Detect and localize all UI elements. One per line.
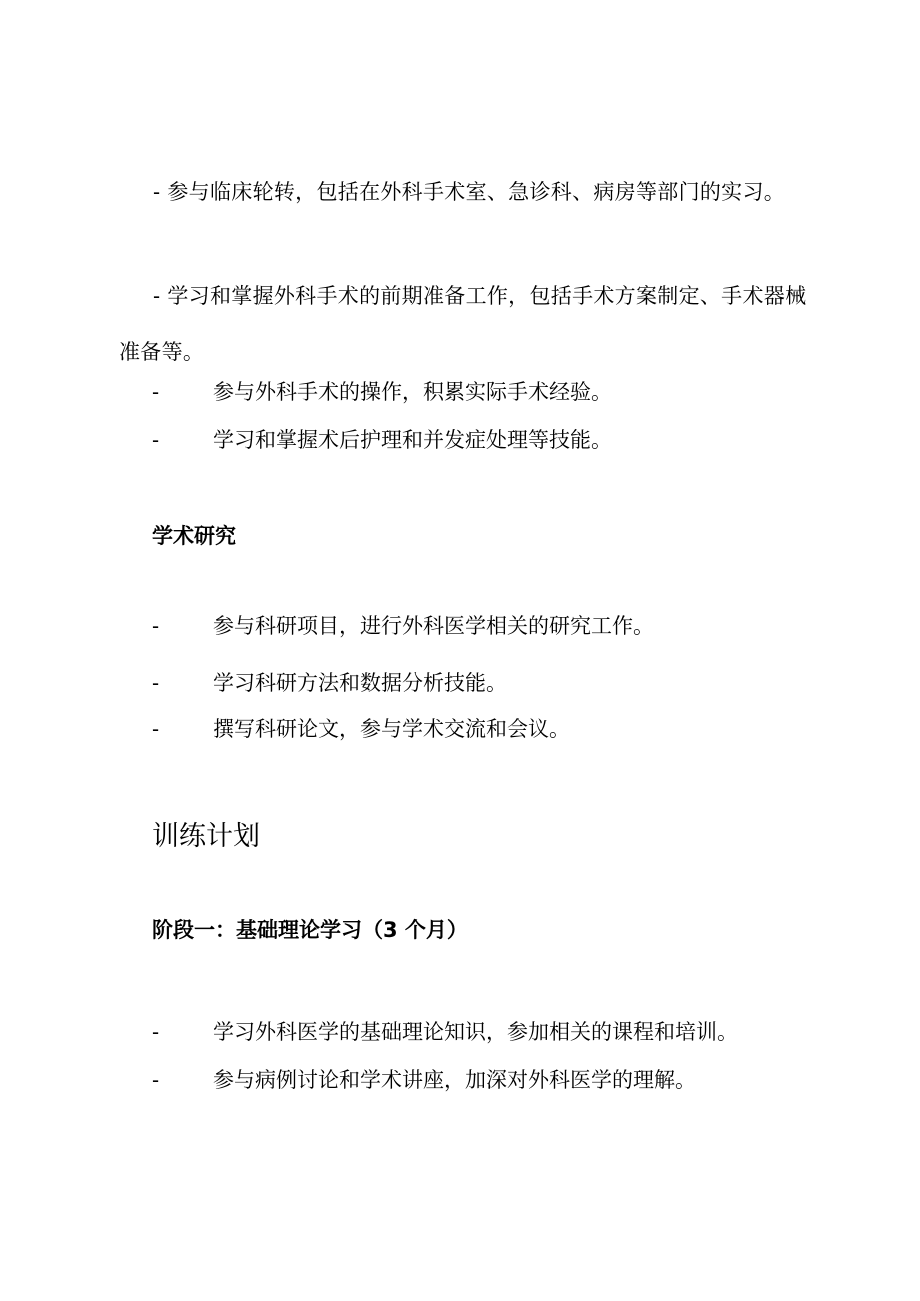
section-heading-research: 学术研究 (152, 524, 236, 548)
list-item-text: 参与病例讨论和学术讲座，加深对外科医学的理解。 (213, 1068, 696, 1092)
section-heading-training-plan: 训练计划 (152, 821, 260, 852)
list-item-text: 参与科研项目，进行外科医学相关的研究工作。 (213, 614, 654, 638)
list-item-dash: - (152, 428, 160, 452)
list-item-text: 学习和掌握术后护理和并发症处理等技能。 (213, 428, 612, 452)
list-item-dash: - (152, 380, 160, 404)
list-item-text: 学习科研方法和数据分析技能。 (213, 671, 507, 695)
list-item-text: 撰写科研论文，参与学术交流和会议。 (213, 717, 570, 741)
list-item-dash: - (152, 614, 160, 638)
subsection-heading-stage1: 阶段一：基础理论学习（3 个月） (152, 918, 468, 942)
list-item-dash: - (152, 671, 160, 695)
paragraph-clinical-rotation: - 参与临床轮转，包括在外科手术室、急诊科、病房等部门的实习。 (153, 180, 786, 204)
list-item-text: 学习外科医学的基础理论知识，参加相关的课程和培训。 (213, 1020, 738, 1044)
list-item-dash: - (152, 1068, 160, 1092)
paragraph-surgical-prep: - 学习和掌握外科手术的前期准备工作，包括手术方案制定、手术器械准备等。 (119, 284, 807, 364)
list-item-dash: - (152, 1020, 160, 1044)
list-item-text: 参与外科手术的操作，积累实际手术经验。 (213, 380, 612, 404)
list-item-dash: - (152, 717, 160, 741)
